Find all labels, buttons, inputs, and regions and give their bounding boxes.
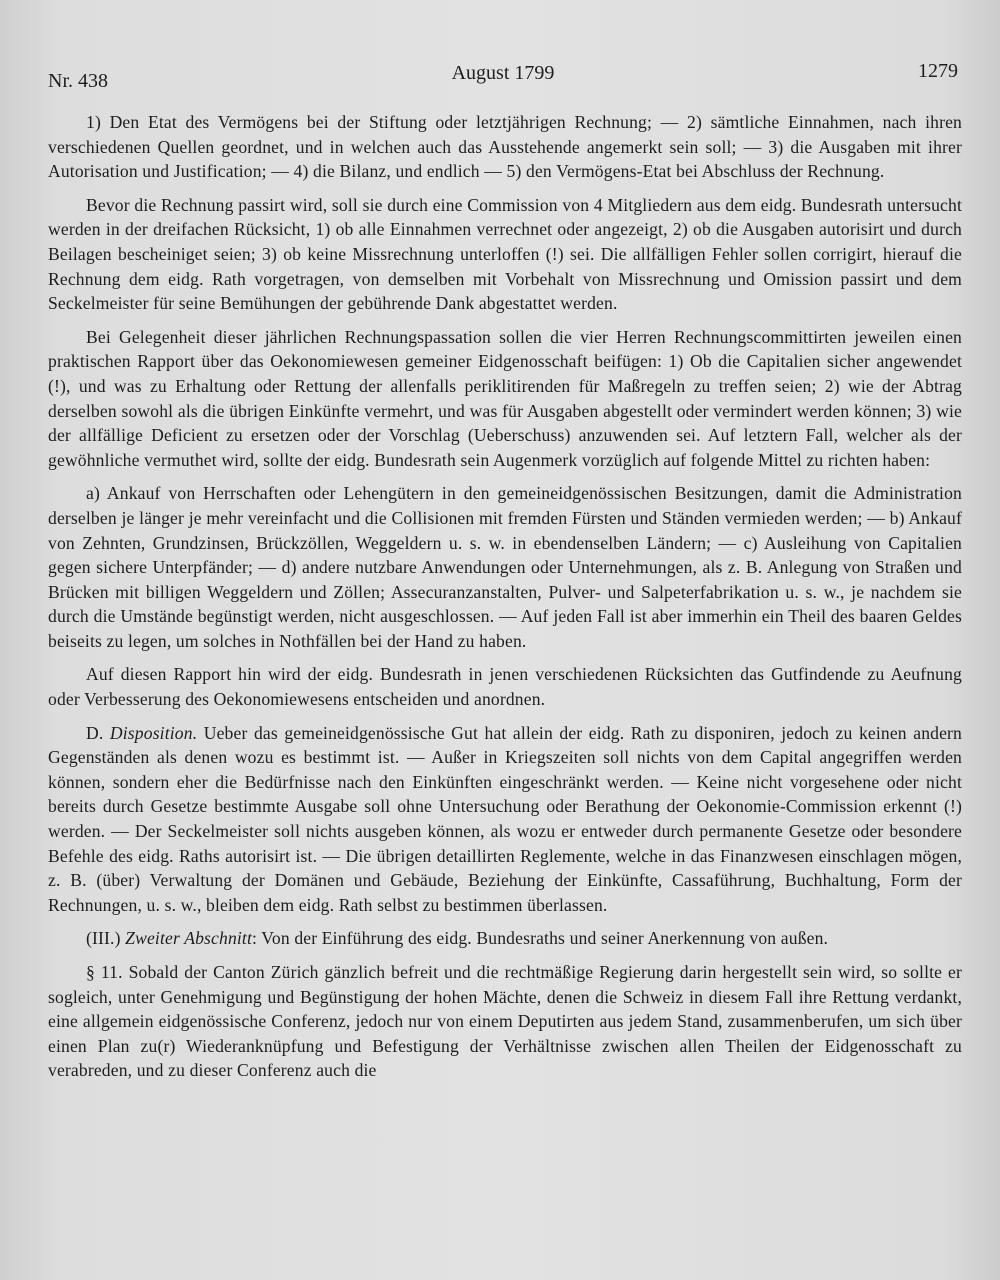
paragraph-zweiter-abschnitt xyxy=(48,926,962,951)
running-title-date: August 1799 xyxy=(451,62,555,84)
paragraph-text: Ueber das gemeineidgenössische Gut hat allein der eidg. Rath zu disponiren, jedoch zu keinen andern Gegenständen als denen wozu es bestimmt ist. — Außer in Kriegszeiten soll nichts von dem Capital angegriffen werden können, sondern eher die Bedürfnisse nach den Einkünften eingeschränkt werden. — Keine nicht vorgesehene oder nicht bereits durch Gesetze bestimmte Ausgabe soll ohne Untersuchung oder Berathung der Oekonomie-Commission erkennt (!) werden. — Der Seckelmeister soll nichts ausgeben können, als wozu er entweder durch permanente Gesetze oder besondere Befehle des eidg. Raths autorisirt ist. — Die übrigen detaillirten Reglemente, welche in das Finanzwesen einschlagen mögen, z. B. (über) Verwaltung der Domänen und Gebäude, Beziehung der Einkünfte, Cassaführung, Buchhaltung, Form der Rechnungen, u. s. w., bleiben dem eidg. Rath selbst zu bestimmen überlassen. xyxy=(48,722,963,915)
paragraph-disposition xyxy=(48,721,962,918)
section-lead: D. xyxy=(86,722,110,743)
paragraph-text: Bei Gelegenheit dieser jährlichen Rechnungspassation sollen die vier Herren Rechnungscommittirten jeweilen einen praktischen Rapport über das Oekonomiewesen gemeiner Eidgenosschaft beifügen: 1) Ob die Capitalien sicher angewendet (!), und was zu Erhaltung oder Rettung der allenfalls periklitirenden für Maßregeln zu treffen seien; 2) wie der Abtrag derselben sowohl als die übrigen Einkünfte vermehrt, und was für Ausgaben abgestellt oder vermindert werden können; 3) wie der allfällige Deficient zu ersetzen oder der Vorschlag (Ueberschuss) anzuwenden sei. Auf letztern Fall, welcher als der gewöhnliche vermuthet wird, sollte der eidg. Bundesrath sein Augenmerk vorzüglich auf folgende Mittel zu richten haben: xyxy=(48,326,962,470)
paragraph-text: 1) Den Etat des Vermögens bei der Stiftung oder letztjährigen Rechnung; — 2) sämtliche Einnahmen, nach ihren verschiedenen Quellen geordnet, und in welchen auch das Ausstehende angemerkt sein soll; — 3) die Ausgaben mit ihrer Autorisation und Justification; — 4) die Bilanz, und endlich — 5) den Vermögens-Etat bei Abschluss der Rechnung. xyxy=(48,112,962,182)
paragraph-text: : Von der Einführung des eidg. Bundesraths und seiner Anerkennung von außen. xyxy=(252,928,829,949)
section-heading-zweiter-abschnitt: Zweiter Abschnitt xyxy=(125,928,253,949)
section-lead: (III.) xyxy=(86,928,126,949)
body-text xyxy=(48,110,962,1092)
paragraph-rapport xyxy=(48,662,962,711)
paragraph-text: § 11. Sobald der Canton Zürich gänzlich befreit und die rechtmäßige Regierung darin hergestellt sein wird, so sollte er sogleich, unter Genehmigung und Begünstigung der hohen Mächte, denen die Schweiz in diesem Fall ihre Rettung verdankt, eine allgemein eidgenössische Conferenz, jedoch nur von einem Deputirten aus jedem Stand, zusammenberufen, um sich über einen Plan zu(r) Wiederanknüpfung und Befestigung der Verhältnisse zwischen allen Theilen der Eidgenosschaft zu verabreden, und zu dieser Conferenz auch die xyxy=(48,962,962,1081)
paragraph-text: Bevor die Rechnung passirt wird, soll sie durch eine Commission von 4 Mitgliedern aus dem eidg. Bundesrath untersucht werden in der dreifachen Rücksicht, 1) ob alle Einnahmen verrechnet oder angezeigt, 2) ob die Ausgaben autorisirt und durch Beilagen bescheiniget seien; 3) ob keine Missrechnung unterloffen (!) sei. Die allfälligen Fehler sollen corrigirt, hierauf die Rechnung dem eidg. Rath vorgetragen, von demselben mit Vorbehalt von Missrechnung und Omission passirt und dem Seckelmeister für seine Bemühungen der gebührende Dank abgestattet werden. xyxy=(48,194,962,314)
page-header xyxy=(48,58,958,92)
paragraph-rechnung-commission xyxy=(48,193,962,316)
section-heading-disposition: Disposition. xyxy=(109,722,198,743)
paragraph-mittel-list xyxy=(48,481,962,653)
paragraph-rechnungspassation xyxy=(48,325,962,473)
page-number: 1279 xyxy=(918,60,958,82)
document-number: Nr. 438 xyxy=(48,70,108,92)
paragraph-text: a) Ankauf von Herrschaften oder Lehengütern in den gemeineidgenössischen Besitzungen, damit die Administration derselben je länger je mehr vereinfacht und die Collisionen mit fremden Fürsten und Ständen vermieden werden; — b) Ankauf von Zehnten, Grundzinsen, Brückzöllen, Weggeldern u. s. w. in ebendenselben Ländern; — c) Ausleihung von Capitalien gegen sichere Unterpfänder; — d) andere nutzbare Anwendungen oder Unternehmungen, als z. B. Anlegung von Straßen und Brücken mit billigen Weggeldern und Zöllen; Assecuranzanstalten, Pulver- und Salpeterfabrikation u. s. w., je nachdem sie durch die Umstände begünstigt werden, nicht ausgeschlossen. — Auf jeden Fall ist aber immerhin ein Theil des baaren Geldes beiseits zu legen, um solches in Nothfällen bei der Hand zu haben. xyxy=(48,483,962,651)
paragraph-text: Auf diesen Rapport hin wird der eidg. Bundesrath in jenen verschiedenen Rücksichten das Gutfindende zu Aeufnung oder Verbesserung des Oekonomiewesens entscheiden und anordnen. xyxy=(48,664,962,710)
paragraph-section-11 xyxy=(48,960,962,1083)
paragraph-etat-items xyxy=(48,110,962,184)
